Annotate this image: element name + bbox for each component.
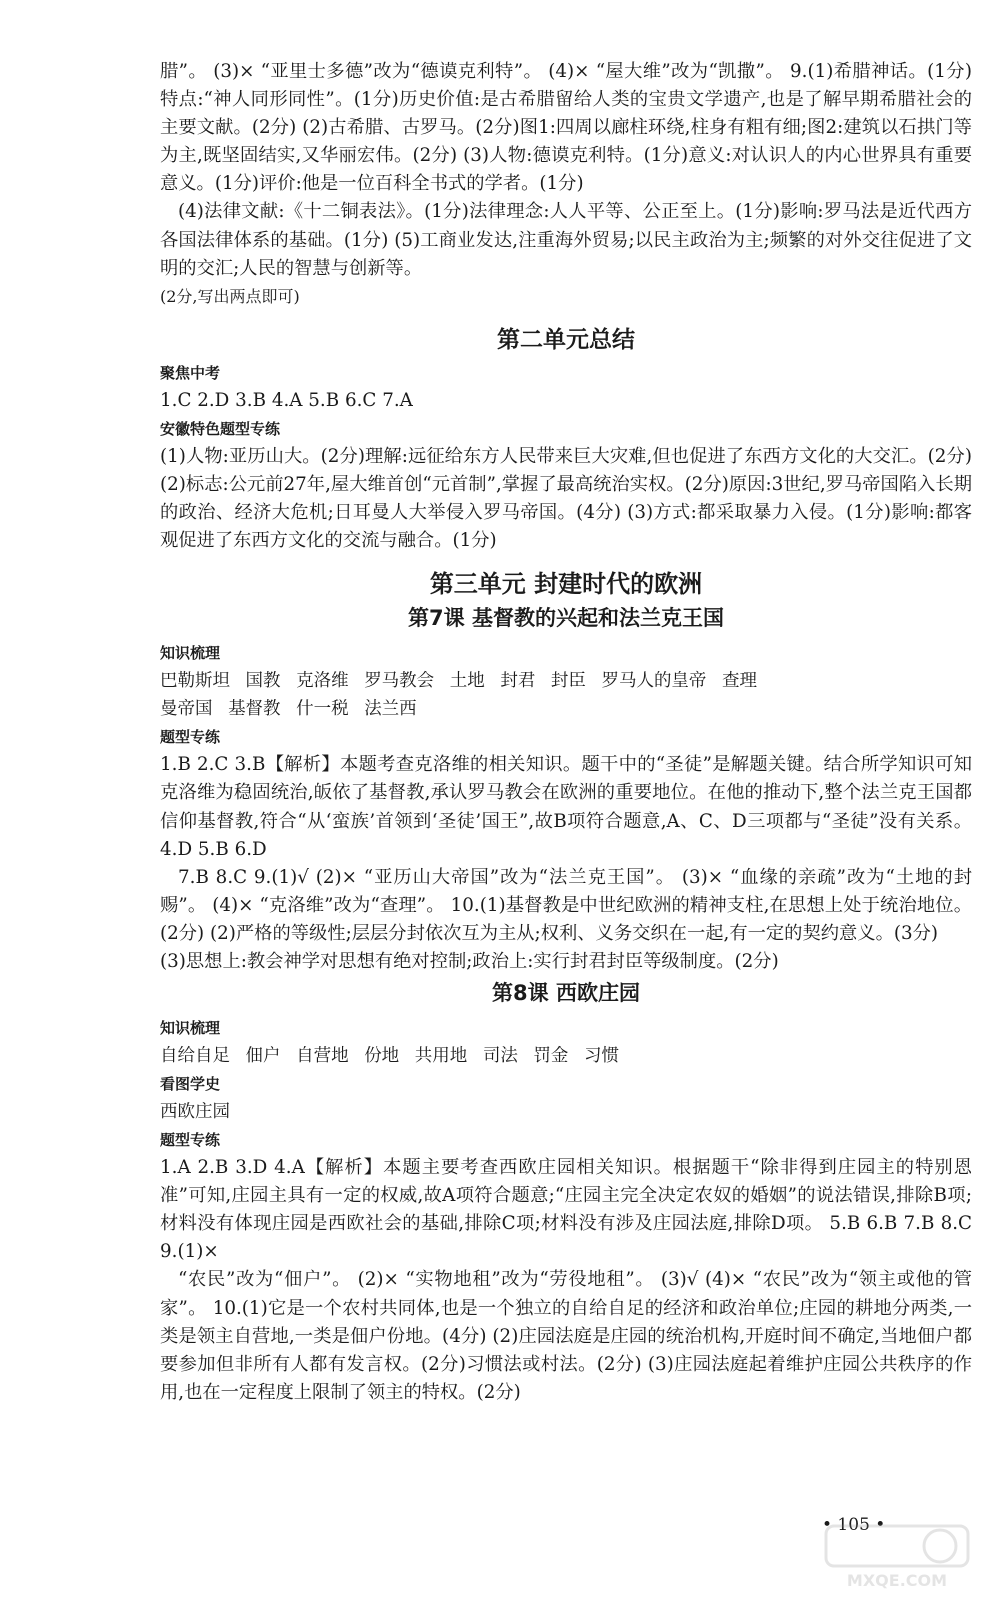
unit2-title: 第二单元总结	[497, 326, 635, 353]
lesson8-picture-text: 西欧庄园	[160, 1102, 230, 1123]
unit3-title: 第三单元 封建时代的欧洲	[429, 570, 703, 599]
lesson7-practice-label: 题型专练	[160, 728, 221, 747]
lesson7-practice-1: 1.B 2.C 3.B【解析】本题考查克洛维的相关知识。题干中的“圣徒”是解题关键。结合所学知识可知克洛维为稳固统治,皈依了基督教,承认罗马教会在欧洲的重要地位。在他的推动下,整个法兰克王国都信仰基督教,符合“从‘蛮族’首领到‘圣徒’国王”,故B项符合题意,A、C、D三项都与“圣徒”没有关系。 4.D 5.B 6.D	[160, 754, 972, 860]
lesson8-practice-1: 1.A 2.B 3.D 4.A【解析】本题主要考查西欧庄园相关知识。根据题干“除非得到庄园主的特别恩准”可知,庄园主具有一定的权威,故A项符合题意;“庄园主完全决定农奴的婚姻”的说法错误,排除B项;材料没有体现庄园是西欧社会的基础,排除C项;材料没有涉及庄园法庭,排除D项。 5.B 6.B 7.B 8.C 9.(1)×	[160, 1157, 972, 1263]
intro-paragraph-1: 腊”。 (3)× “亚里士多德”改为“德谟克利特”。 (4)× “屋大维”改为“凯撒”。 9.(1)希腊神话。(1分)特点:“神人同形同性”。(1分)历史价值:是古希腊留给人类的宝贵文学遗产,也是了解早期希腊社会的主要文献。(2分) (2)古希腊、古罗马。(2分)图1:四周以廊柱环绕,柱身有粗有细;图2:建筑以石拱门等为主,既坚固结实,又华丽宏伟。(2分) (3)人物:德谟克利特。(1分)意义:对认识人的内心世界具有重要意义。(1分)评价:他是一位百科全书式的学者。(1分)	[160, 61, 972, 195]
intro-paragraph-3: (2分,写出两点即可)	[160, 286, 300, 306]
watermark-logo	[822, 1522, 972, 1592]
lesson8-practice-label: 题型专练	[160, 1131, 221, 1150]
lesson8-practice-2: “农民”改为“佃户”。 (2)× “实物地租”改为“劳役地租”。 (3)√ (4)× “农民”改为“领主或他的管家”。 10.(1)它是一个农村共同体,也是一个独立的自给自足的经济和政治单位;庄园的耕地分两类,一类是领主自营地,一类是佃户份地。(4分) (2)庄园法庭是庄园的统治机构,开庭时间不确定,当地佃户都要参加但非所有人都有发言权。(2分)习惯法或村法。(2分) (3)庄园法庭起着维护庄园公共秩序的作用,也在一定程度上限制了领主的特权。(2分)	[160, 1269, 972, 1403]
svg-text:MXQE.COM: MXQE.COM	[846, 1571, 948, 1590]
unit2-focus-label: 聚焦中考	[160, 363, 221, 382]
lesson8-title: 第8课 西欧庄园	[492, 981, 640, 1006]
lesson8-picture-label: 看图学史	[160, 1075, 221, 1094]
page-number: • 105 •	[822, 1515, 886, 1535]
lesson8-terms: 自给自足 佃户 自营地 份地 共用地 司法 罚金 习惯	[160, 1046, 619, 1067]
answer-page	[160, 58, 972, 1407]
unit2-anhui-text: (1)人物:亚历山大。(2分)理解:远征给东方人民带来巨大灾难,但也促进了东西方文化的大交汇。(2分) (2)标志:公元前27年,屋大维首创“元首制”,掌握了最高统治实权。(2分)原因:3世纪,罗马帝国陷入长期的政治、经济大危机;日耳曼人大举侵入罗马帝国。(4分) (3)方式:都采取暴力入侵。(1分)影响:都客观促进了东西方文化的交流与融合。(1分)	[160, 445, 972, 552]
unit2-focus-answers: 1.C 2.D 3.B 4.A 5.B 6.C 7.A	[160, 389, 413, 411]
lesson7-knowledge-label: 知识梳理	[160, 644, 221, 663]
lesson7-practice-3: (3)思想上:教会神学对思想有绝对控制;政治上:实行封君封臣等级制度。(2分)	[160, 950, 779, 972]
lesson7-terms-line2: 曼帝国 基督教 什一税 法兰西	[160, 699, 417, 720]
intro-paragraph-2: (4)法律文献:《十二铜表法》。(1分)法律理念:人人平等、公正至上。(1分)影响:罗马法是近代西方各国法律体系的基础。(1分) (5)工商业发达,注重海外贸易;以民主政治为主;频繁的对外交往促进了文明的交汇;人民的智慧与创新等。	[160, 201, 972, 279]
lesson7-practice-2: 7.B 8.C 9.(1)√ (2)× “亚历山大帝国”改为“法兰克王国”。 (3)× “血缘的亲疏”改为“土地的封赐”。 (4)× “克洛维”改为“查理”。 10.(1)基督教是中世纪欧洲的精神支柱,在思想上处于统治地位。(2分) (2)严格的等级性;层层分封依次互为主从;权利、义务交织在一起,有一定的契约意义。(3分)	[160, 866, 972, 944]
unit2-anhui-label: 安徽特色题型专练	[160, 419, 281, 438]
lesson7-title: 第7课 基督教的兴起和法兰克王国	[408, 606, 724, 631]
lesson8-knowledge-label: 知识梳理	[160, 1019, 221, 1038]
lesson7-terms-line1: 巴勒斯坦 国教 克洛维 罗马教会 土地 封君 封臣 罗马人的皇帝 查理	[160, 671, 757, 692]
